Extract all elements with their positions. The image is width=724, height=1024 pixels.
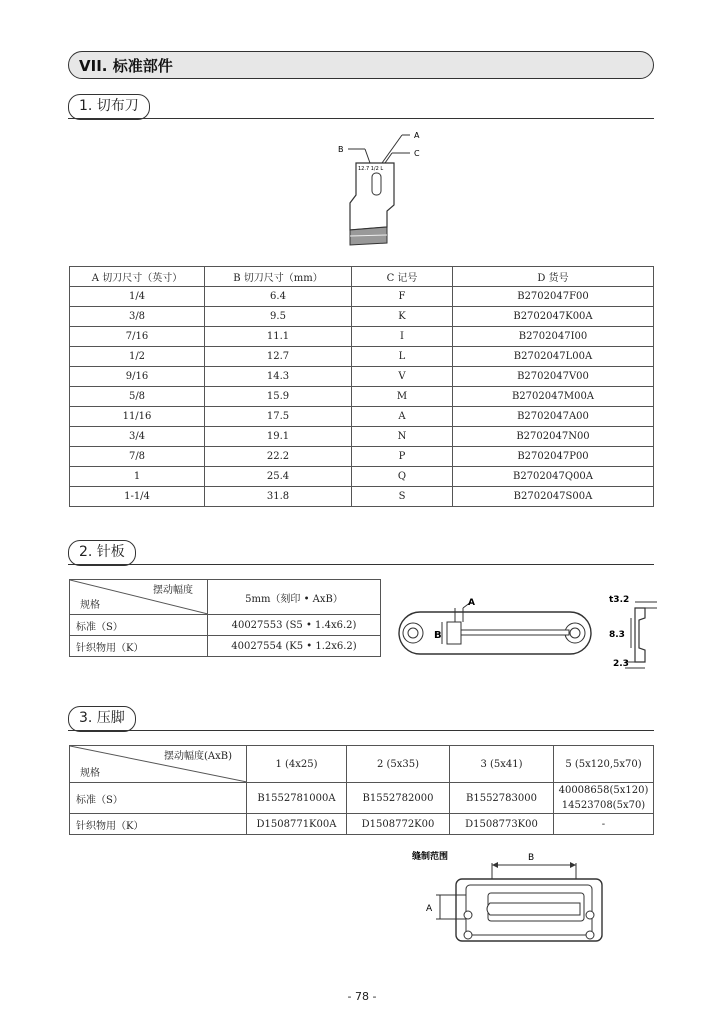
corner-cell (70, 746, 247, 783)
table-cell: 9/16 (70, 367, 205, 387)
table-cell: D1508771K00A (247, 814, 347, 835)
table-cell: 11.1 (205, 327, 352, 347)
table-header-row (70, 267, 654, 287)
table-cell: B2702047V00 (453, 367, 654, 387)
table-cell: 3/8 (70, 307, 205, 327)
table-cell: D1508772K00 (347, 814, 450, 835)
table-cell: P (352, 447, 453, 467)
section-label: 1. 切布刀 (68, 94, 150, 120)
section-rule (68, 564, 654, 565)
corner-bottom-label: 规格 (80, 600, 100, 611)
knife-label-b: B (338, 145, 344, 154)
table-cell: 3/4 (70, 427, 205, 447)
corner-bottom-label: 规格 (80, 768, 100, 779)
part-number: 14523708(5x70) (561, 800, 646, 811)
table-row (70, 636, 381, 657)
table-cell: 11/16 (70, 407, 205, 427)
table-cell: I (352, 327, 453, 347)
table-cell: 6.4 (205, 287, 352, 307)
table-cell: 1/2 (70, 347, 205, 367)
column-header: 2 (5x35) (347, 746, 450, 783)
table-cell: B2702047S00A (453, 487, 654, 507)
presser-foot-caption: 缝制范围 (412, 852, 449, 862)
corner-top-label: 摆动幅度(AxB) (163, 751, 232, 762)
plate-dim-h: 8.3 (609, 630, 625, 640)
table-cell: 7/8 (70, 447, 205, 467)
row-label: 针织物用（K） (70, 814, 247, 835)
row-label: 标准（S） (70, 615, 208, 636)
table-cell: 25.4 (205, 467, 352, 487)
column-header: 5 (5x120,5x70) (554, 746, 654, 783)
table-cell: F (352, 287, 453, 307)
table-row (70, 287, 654, 307)
table-cell (554, 783, 654, 814)
knife-table (69, 266, 654, 507)
table-cell: 22.2 (205, 447, 352, 467)
table-row (70, 487, 654, 507)
table-row (70, 783, 654, 814)
table-cell: B2702047A00 (453, 407, 654, 427)
table-cell: B2702047Q00A (453, 467, 654, 487)
table-header-row (70, 746, 654, 783)
plate-label-a: A (468, 598, 475, 608)
table-row (70, 327, 654, 347)
column-header: 1 (4x25) (247, 746, 347, 783)
table-cell: 5/8 (70, 387, 205, 407)
knife-label-c: C (414, 149, 420, 158)
needle-plate-diagram (395, 590, 665, 680)
chapter-title: VII. 标准部件 (79, 57, 173, 75)
table-cell: B2702047I00 (453, 327, 654, 347)
table-row (70, 387, 654, 407)
section-label: 3. 压脚 (68, 706, 136, 732)
table-cell: 1-1/4 (70, 487, 205, 507)
plate-dim-t: t3.2 (609, 595, 630, 605)
column-header: D 货号 (453, 267, 654, 287)
table-cell: B2702047N00 (453, 427, 654, 447)
table-cell: B1552782000 (347, 783, 450, 814)
corner-top-label: 摆动幅度 (153, 585, 193, 596)
table-row (70, 447, 654, 467)
table-cell: B2702047F00 (453, 287, 654, 307)
column-header: 3 (5x41) (450, 746, 554, 783)
table-cell: B2702047L00A (453, 347, 654, 367)
table-cell: V (352, 367, 453, 387)
table-cell: L (352, 347, 453, 367)
table-cell: 31.8 (205, 487, 352, 507)
table-cell: 40027554 (K5 • 1.2x6.2) (208, 636, 381, 657)
column-header: A 切刀尺寸（英寸） (70, 267, 205, 287)
table-cell: B2702047K00A (453, 307, 654, 327)
table-cell: N (352, 427, 453, 447)
corner-cell (70, 580, 208, 615)
table-row (70, 307, 654, 327)
part-number: 40008658(5x120) (558, 785, 649, 796)
presser-label-b: B (528, 853, 535, 863)
presser-label-a: A (426, 904, 433, 914)
section-label: 2. 针板 (68, 540, 136, 566)
table-row (70, 814, 654, 835)
table-cell: 1/4 (70, 287, 205, 307)
table-cell: Q (352, 467, 453, 487)
table-row (70, 407, 654, 427)
table-row (70, 615, 381, 636)
table-cell: - (554, 814, 654, 835)
table-cell: A (352, 407, 453, 427)
knife-stamp: 12.7 1/2 L (358, 166, 384, 172)
table-cell: 9.5 (205, 307, 352, 327)
knife-label-a: A (414, 131, 420, 140)
knife-diagram (330, 125, 430, 255)
table-cell: S (352, 487, 453, 507)
table-cell: D1508773K00 (450, 814, 554, 835)
row-label: 标准（S） (70, 783, 247, 814)
table-cell: 17.5 (205, 407, 352, 427)
row-label: 针织物用（K） (70, 636, 208, 657)
table-row (70, 347, 654, 367)
page-number: - 78 - (347, 990, 377, 1003)
presser-foot-diagram (410, 845, 620, 955)
table-cell: 15.9 (205, 387, 352, 407)
table-cell: 1 (70, 467, 205, 487)
presser-foot-table (69, 745, 654, 835)
table-cell: B1552781000A (247, 783, 347, 814)
table-cell: B2702047M00A (453, 387, 654, 407)
column-header: B 切刀尺寸（mm） (205, 267, 352, 287)
column-header: 5mm（刻印 • AxB） (208, 580, 381, 615)
table-header-row (70, 580, 381, 615)
section-rule (68, 118, 654, 119)
table-cell: B2702047P00 (453, 447, 654, 467)
table-cell: B1552783000 (450, 783, 554, 814)
table-row (70, 427, 654, 447)
plate-label-b: B (434, 630, 442, 641)
table-cell: 19.1 (205, 427, 352, 447)
table-cell: 14.3 (205, 367, 352, 387)
chapter-banner (68, 51, 654, 79)
table-cell: 7/16 (70, 327, 205, 347)
table-cell: 40027553 (S5 • 1.4x6.2) (208, 615, 381, 636)
section-rule (68, 730, 654, 731)
table-row (70, 467, 654, 487)
plate-dim-w: 2.3 (613, 659, 629, 669)
needle-plate-table (69, 579, 381, 657)
table-row (70, 367, 654, 387)
table-cell: K (352, 307, 453, 327)
column-header: C 记号 (352, 267, 453, 287)
table-cell: M (352, 387, 453, 407)
table-cell: 12.7 (205, 347, 352, 367)
